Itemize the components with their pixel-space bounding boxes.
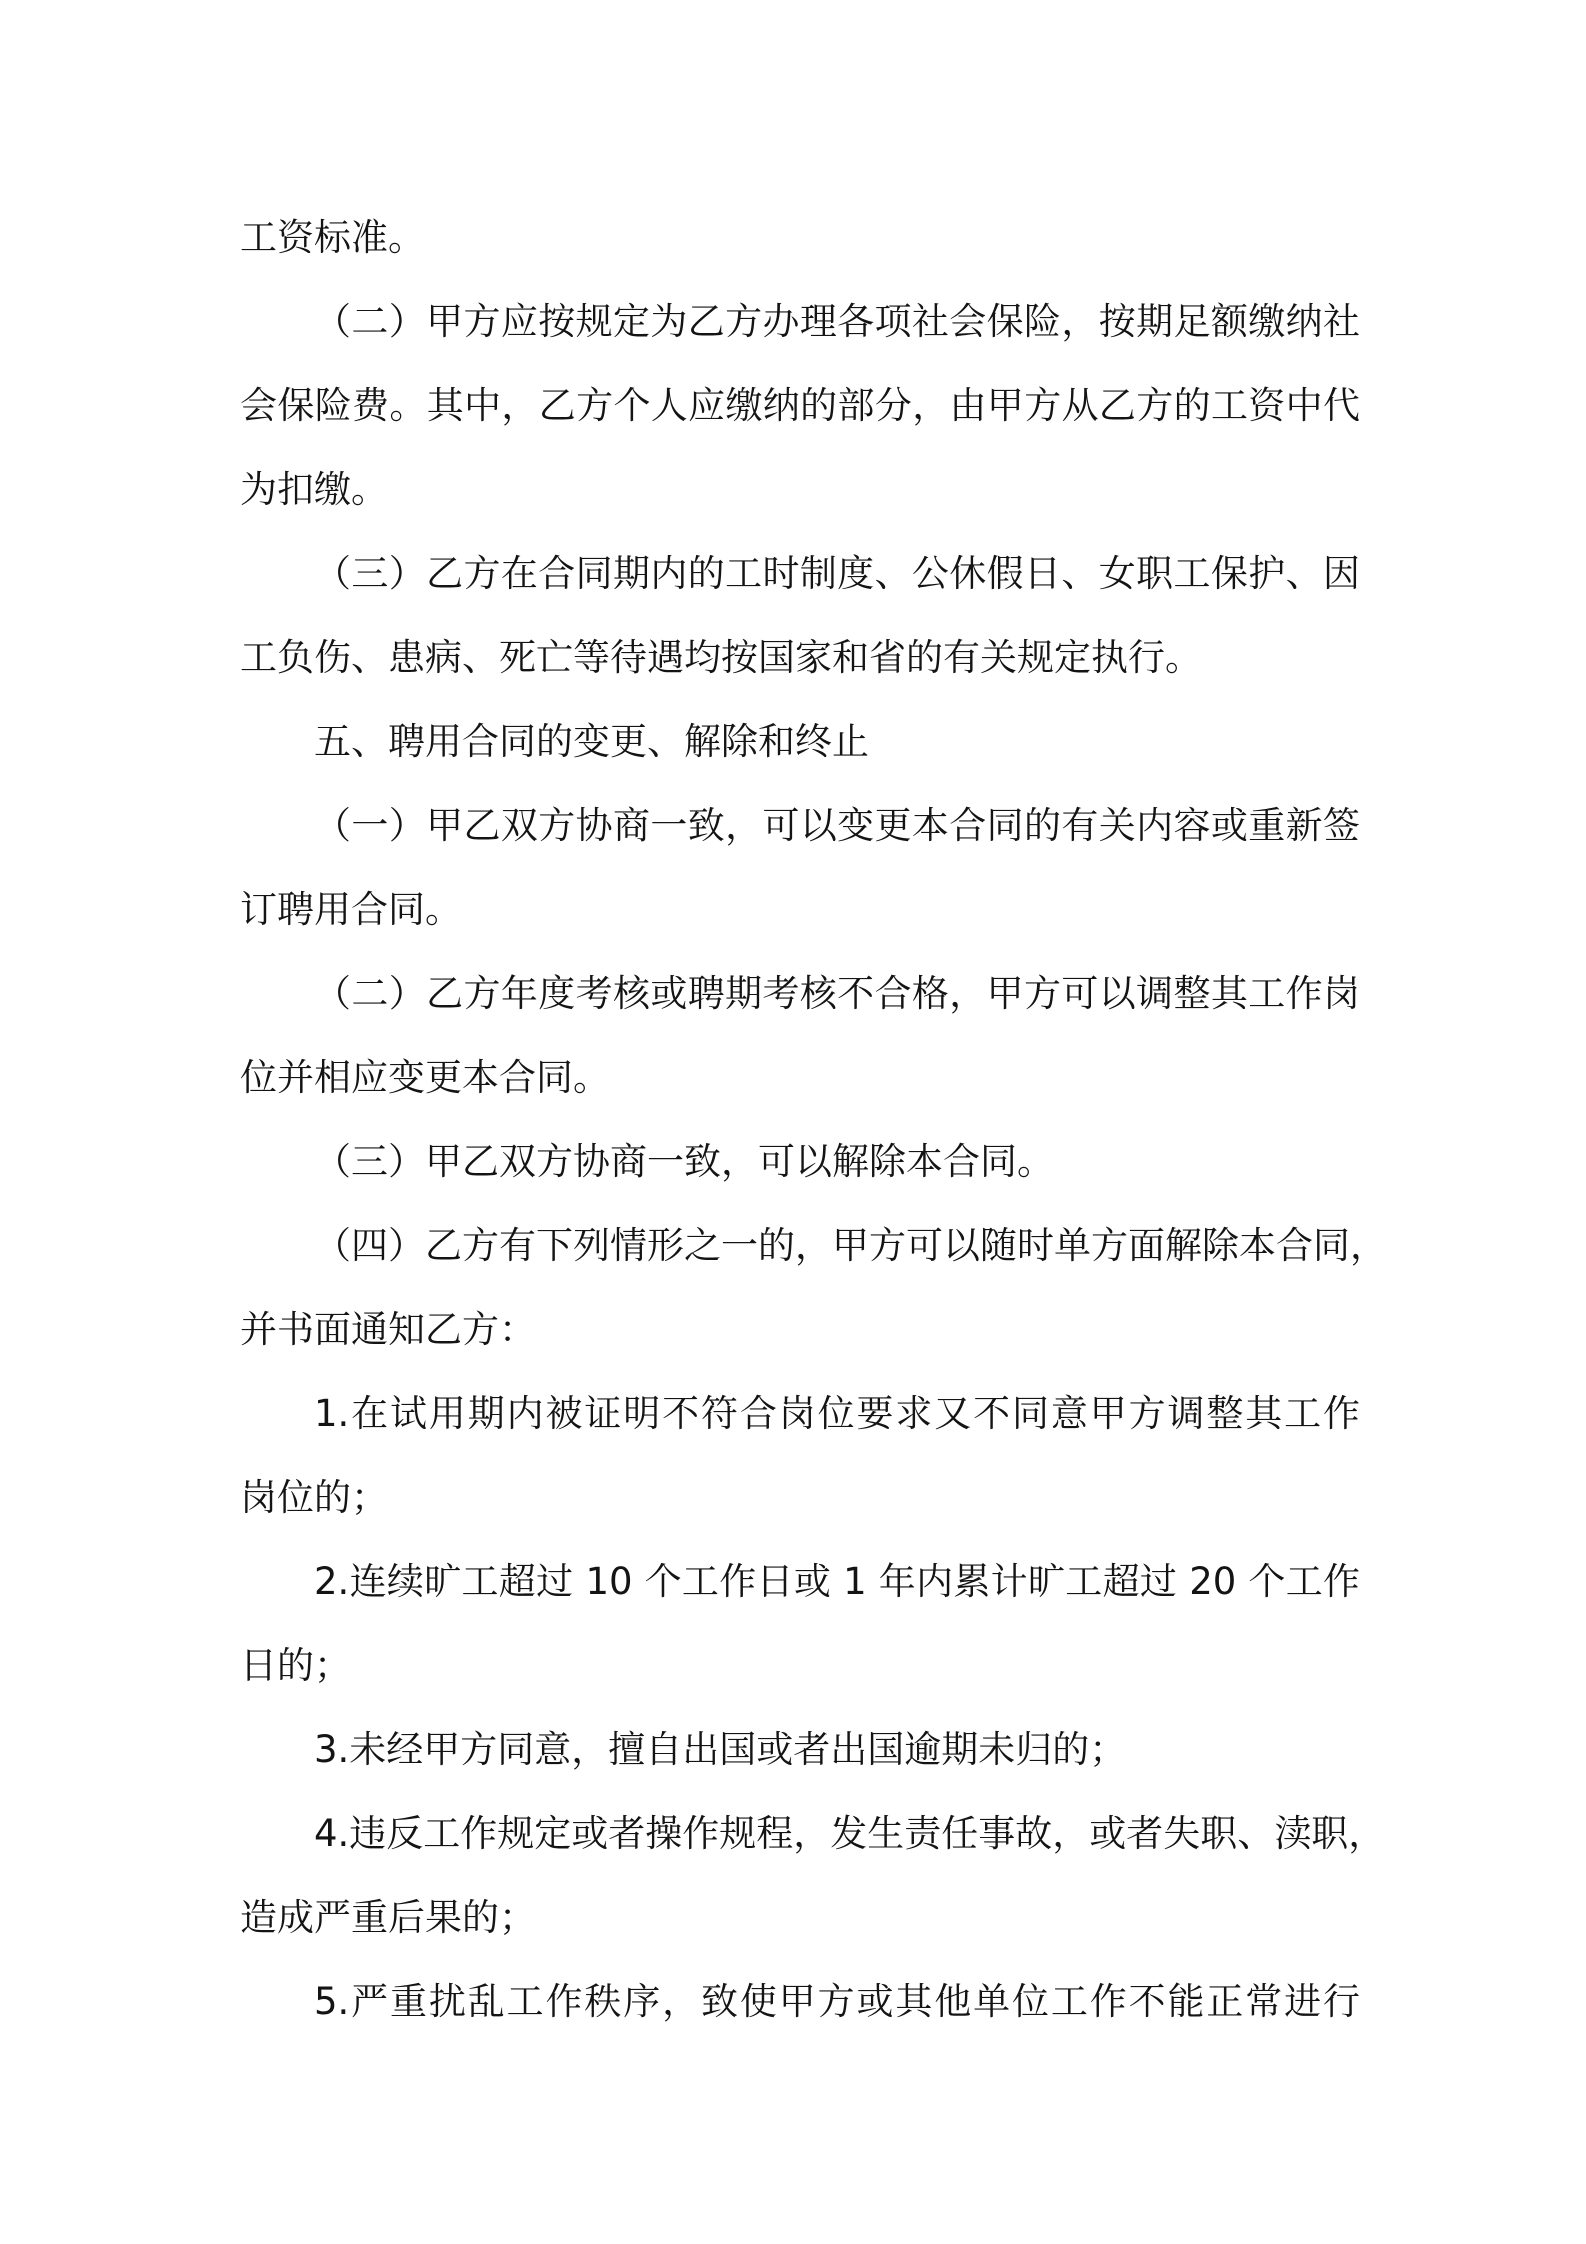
- document-line: 4.违反工作规定或者操作规程，发生责任事故，或者失职、渎职，: [314, 1812, 1386, 1855]
- document-line: 2.连续旷工超过 10 个工作日或 1 年内累计旷工超过 20 个工作: [314, 1560, 1360, 1603]
- document-line: 日的；: [240, 1644, 351, 1687]
- document-line: 五、聘用合同的变更、解除和终止: [314, 720, 869, 763]
- document-line: 造成严重后果的；: [240, 1896, 536, 1939]
- document-line: 5.严重扰乱工作秩序，致使甲方或其他单位工作不能正常进行: [314, 1980, 1360, 2023]
- document-line: 3.未经甲方同意，擅自出国或者出国逾期未归的；: [314, 1728, 1127, 1771]
- document-line: （三）甲乙双方协商一致，可以解除本合同。: [314, 1140, 1054, 1183]
- document-line: （二）甲方应按规定为乙方办理各项社会保险，按期足额缴纳社: [314, 300, 1360, 343]
- document-line: 为扣缴。: [240, 468, 388, 511]
- document-line: （一）甲乙双方协商一致，可以变更本合同的有关内容或重新签: [314, 804, 1360, 847]
- document-line: 岗位的；: [240, 1476, 388, 1519]
- document-line: （二）乙方年度考核或聘期考核不合格，甲方可以调整其工作岗: [314, 972, 1360, 1015]
- document-line: （四）乙方有下列情形之一的，甲方可以随时单方面解除本合同，: [314, 1224, 1387, 1267]
- document-line: 1.在试用期内被证明不符合岗位要求又不同意甲方调整其工作: [314, 1392, 1360, 1435]
- document-line: 订聘用合同。: [240, 888, 462, 931]
- contract-body-text: [240, 196, 1387, 2044]
- document-line: 并书面通知乙方：: [240, 1308, 536, 1351]
- document-line: 位并相应变更本合同。: [240, 1056, 610, 1099]
- document-line: （三）乙方在合同期内的工时制度、公休假日、女职工保护、因: [314, 552, 1360, 595]
- document-line: 工负伤、患病、死亡等待遇均按国家和省的有关规定执行。: [240, 636, 1202, 679]
- document-line: 会保险费。其中，乙方个人应缴纳的部分，由甲方从乙方的工资中代: [240, 384, 1360, 427]
- document-line: 工资标准。: [240, 216, 425, 259]
